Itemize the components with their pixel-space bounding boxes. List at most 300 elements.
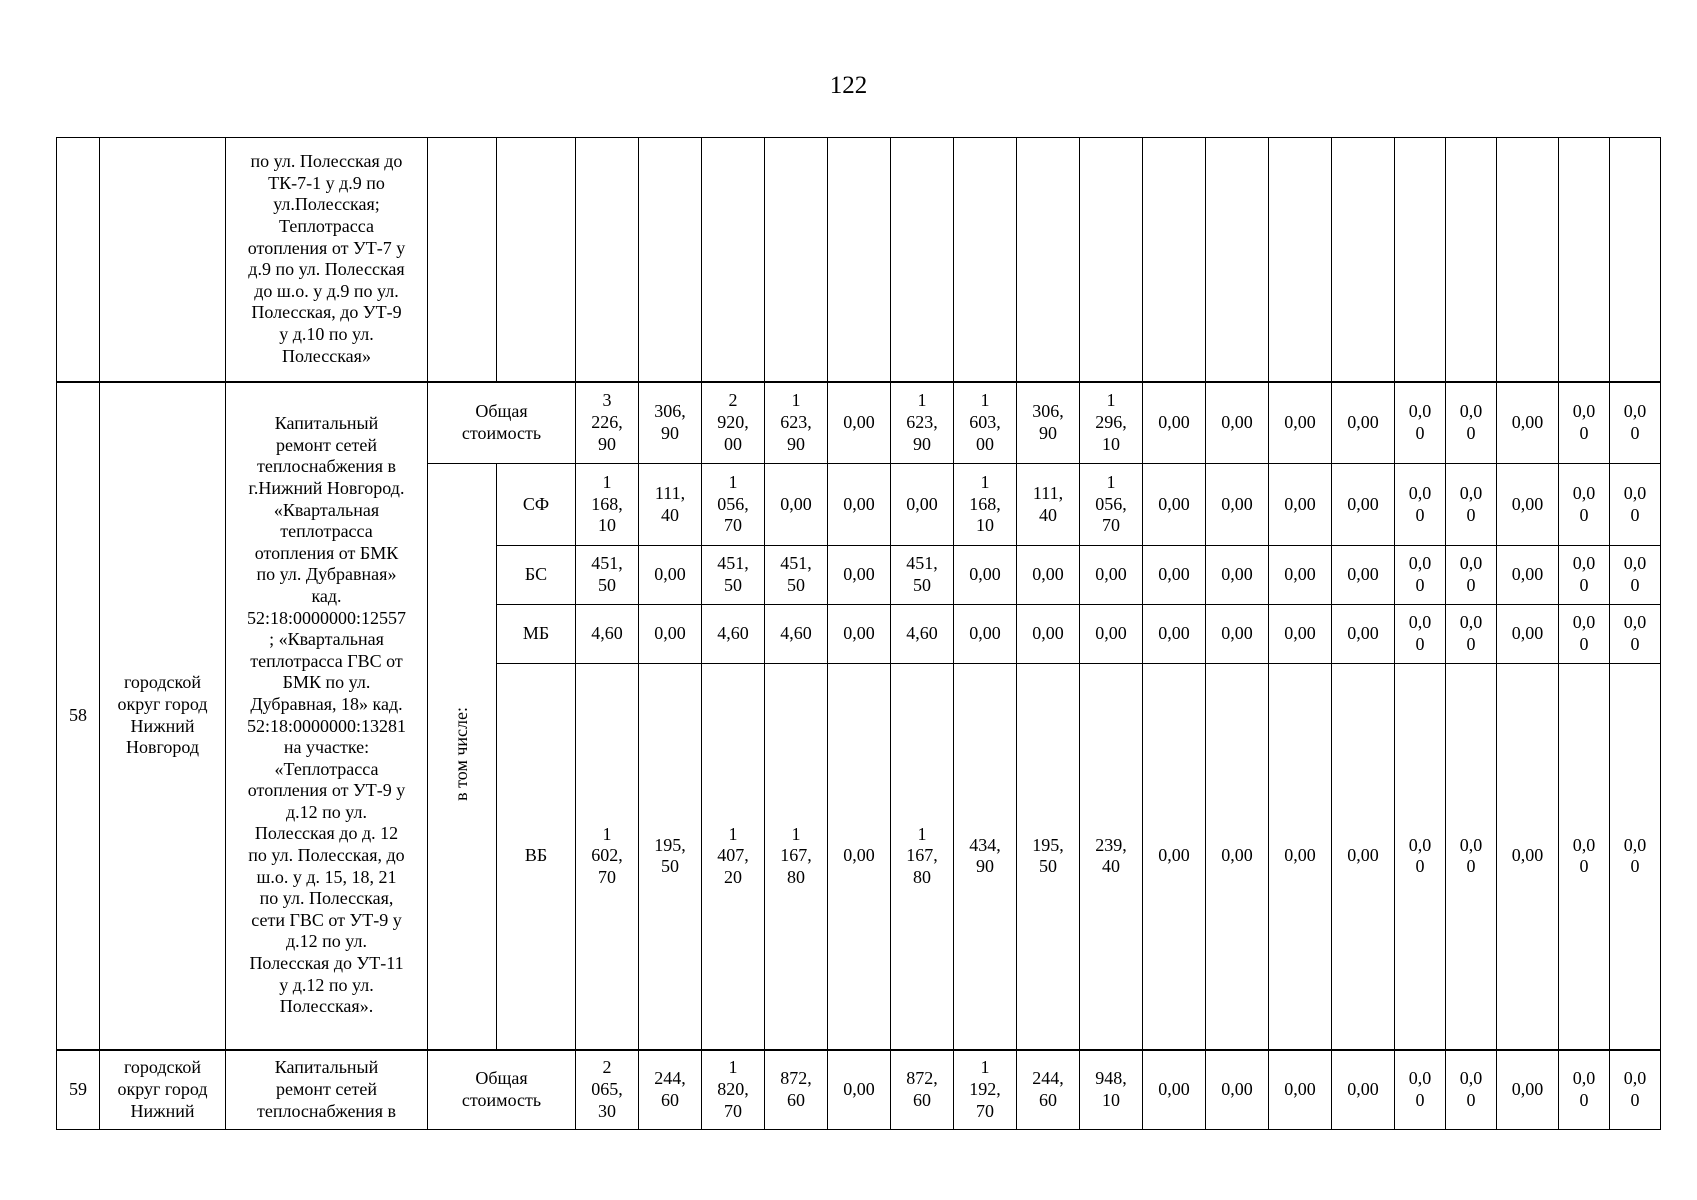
value-line: 4,60 [780, 623, 812, 644]
value-cell [1080, 1050, 1143, 1130]
value-cell [702, 464, 765, 546]
description-line: 52:18:0000000:12557 [246, 607, 406, 628]
value-line: 0 [1415, 422, 1425, 443]
value-cell [702, 664, 765, 1050]
description-cell [226, 1050, 428, 1130]
description-line: «Квартальная [273, 499, 380, 520]
value-line: 20 [724, 867, 742, 888]
value-line: 40 [1039, 504, 1057, 525]
value-line: 0,0 [1623, 834, 1647, 855]
description-line: 52:18:0000000:13281 [246, 715, 406, 736]
value-line: 00 [976, 433, 994, 454]
value-line: 0 [1630, 504, 1640, 525]
value-line: 1 [980, 390, 990, 411]
value-cell [1269, 464, 1332, 546]
value-cell [1206, 1050, 1269, 1130]
value-cell [1143, 464, 1206, 546]
value-line: 065, [591, 1078, 623, 1099]
value-line: 0,00 [1158, 845, 1190, 866]
value-line: 0,0 [1623, 553, 1647, 574]
value-line: 10 [1102, 1089, 1120, 1110]
table-row-59-total [57, 1050, 1661, 1130]
value-cell [891, 1050, 954, 1130]
value-line: 0,0 [1408, 834, 1432, 855]
value-line: 10 [976, 515, 994, 536]
value-line: 0 [1579, 575, 1589, 595]
description-line: теплотрасса ГВС от [250, 650, 403, 671]
value-line: 4,60 [591, 623, 623, 644]
value-line: 10 [598, 515, 616, 536]
value-cell [828, 546, 891, 605]
value-line: 296, [1095, 411, 1127, 432]
value-line: 0,00 [1221, 411, 1253, 432]
value-line: 1 [791, 823, 801, 844]
value-cell [702, 546, 765, 605]
description-line: до ш.о. у д.9 по ул. [254, 280, 399, 301]
value-line: 0,00 [1511, 1078, 1544, 1099]
value-cell [1332, 1050, 1395, 1130]
value-cell [576, 138, 639, 382]
value-line: 451, [906, 553, 938, 574]
description-line: «Теплотрасса [274, 758, 379, 779]
value-line: 0,0 [1408, 612, 1432, 633]
description-line: теплотрасса [280, 521, 373, 542]
municipality-cell [100, 138, 226, 382]
value-cell [639, 138, 702, 382]
value-line: 0,00 [654, 564, 686, 585]
description-line: кад. [311, 585, 342, 606]
value-cell [639, 546, 702, 605]
value-cell [954, 382, 1017, 464]
value-cell [1143, 605, 1206, 664]
value-line: 40 [1102, 856, 1120, 877]
value-cell [1017, 464, 1080, 546]
value-line: 0,00 [1347, 564, 1379, 585]
value-cell [576, 546, 639, 605]
value-cell [891, 546, 954, 605]
value-cell [1017, 546, 1080, 605]
value-cell [1017, 382, 1080, 464]
total-label-line: Общая [475, 401, 528, 422]
value-line: 239, [1095, 834, 1127, 855]
cell-line: 58 [69, 704, 87, 725]
description-line: Полесская до УТ-11 [249, 953, 404, 974]
value-line: 0,00 [843, 493, 875, 514]
value-cell [765, 464, 828, 546]
value-line: 168, [969, 493, 1001, 514]
value-cell [576, 1050, 639, 1130]
value-line: 1 [980, 472, 990, 493]
value-line: 407, [717, 845, 749, 866]
value-cell [1269, 382, 1332, 464]
value-line: 0,0 [1572, 612, 1596, 633]
value-line: 0,00 [1158, 623, 1190, 644]
value-line: 0,00 [1221, 493, 1253, 514]
value-line: 0,00 [780, 493, 812, 514]
value-line: 0,00 [969, 564, 1001, 585]
value-line: 0,00 [1511, 411, 1544, 432]
value-line: 0 [1415, 575, 1425, 595]
municipality-line: Новгород [125, 737, 200, 758]
value-line: 0 [1466, 575, 1476, 595]
description-line: по ул. Полесская, до [248, 845, 405, 866]
value-line: 1 [1106, 472, 1116, 493]
funding-table [56, 137, 1661, 1130]
value-line: 10 [1102, 433, 1120, 454]
description-line: д.12 по ул. [286, 801, 367, 822]
value-cell [1497, 382, 1559, 464]
value-cell [1143, 1050, 1206, 1130]
value-line: 0,0 [1459, 834, 1483, 855]
value-line: 0,00 [1284, 411, 1316, 432]
value-cell [1610, 546, 1661, 605]
value-line: 1 [917, 390, 927, 411]
value-cell [1206, 382, 1269, 464]
value-cell [1269, 546, 1332, 605]
value-cell [576, 664, 639, 1050]
value-cell [891, 464, 954, 546]
value-cell [1497, 1050, 1559, 1130]
value-cell [1446, 546, 1497, 605]
description-line: сети ГВС от УТ-9 у [251, 909, 402, 930]
value-line: 3 [602, 390, 612, 411]
value-cell [1446, 1050, 1497, 1130]
value-cell [1446, 664, 1497, 1050]
description-line: у д.10 по ул. [279, 324, 374, 345]
value-cell [1206, 138, 1269, 382]
value-line: 0,00 [1284, 493, 1316, 514]
value-line: 306, [1032, 401, 1064, 422]
value-line: 1 [728, 472, 738, 493]
value-cell [1395, 382, 1446, 464]
description-line: ремонт сетей [275, 1078, 378, 1099]
value-line: 0,0 [1408, 482, 1432, 503]
value-line: 111, [1032, 482, 1064, 503]
value-cell [1080, 464, 1143, 546]
value-line: 0 [1630, 634, 1640, 654]
value-line: 0,00 [843, 623, 875, 644]
value-line: 90 [976, 856, 994, 877]
value-line: 0,00 [1511, 845, 1544, 866]
no-cell [57, 1050, 100, 1130]
value-cell [1559, 138, 1610, 382]
description-line: Дубравная, 18» кад. [250, 693, 403, 714]
value-cell [576, 464, 639, 546]
value-line: 0 [1579, 634, 1589, 654]
value-cell [1446, 605, 1497, 664]
municipality-cell [100, 382, 226, 1050]
value-cell [702, 138, 765, 382]
value-cell [954, 1050, 1017, 1130]
value-line: 0,0 [1459, 482, 1483, 503]
value-line: 70 [598, 867, 616, 888]
value-line: 50 [913, 575, 931, 595]
value-cell [765, 605, 828, 664]
value-cell [702, 382, 765, 464]
description-line: БМК по ул. [282, 672, 371, 693]
value-line: 60 [913, 1089, 931, 1110]
value-cell [954, 664, 1017, 1050]
description-line: Капитальный [274, 1057, 379, 1078]
value-line: 30 [598, 1100, 616, 1121]
municipality-line: городской [123, 1057, 202, 1078]
value-cell [891, 382, 954, 464]
value-cell [1269, 1050, 1332, 1130]
value-cell [1017, 138, 1080, 382]
value-line: 0,00 [1158, 493, 1190, 514]
value-line: 0,00 [1347, 1078, 1379, 1099]
value-cell [828, 1050, 891, 1130]
value-cell [1143, 546, 1206, 605]
value-line: 0,00 [1095, 564, 1127, 585]
value-cell [1332, 546, 1395, 605]
value-line: 1 [602, 823, 612, 844]
value-line: 0,0 [1572, 482, 1596, 503]
value-line: 0 [1415, 1089, 1425, 1110]
value-line: 192, [969, 1078, 1001, 1099]
value-line: 0 [1466, 856, 1476, 877]
value-line: 0,00 [1221, 845, 1253, 866]
description-cell [226, 138, 428, 382]
value-line: 0,00 [1221, 623, 1253, 644]
value-line: 70 [1102, 515, 1120, 536]
value-line: 0,00 [654, 623, 686, 644]
value-line: 50 [598, 575, 616, 595]
source-cell [497, 464, 576, 546]
value-line: 50 [724, 575, 742, 595]
municipality-line: Нижний [130, 715, 195, 736]
value-line: 0,0 [1459, 1068, 1483, 1089]
value-line: 0,00 [906, 493, 938, 514]
description-line: г.Нижний Новгород. [248, 477, 405, 498]
value-line: 0,0 [1572, 1068, 1596, 1089]
source-label: МБ [522, 623, 550, 644]
value-cell [1610, 1050, 1661, 1130]
value-cell [639, 1050, 702, 1130]
source-label: БС [524, 564, 548, 585]
value-cell [1206, 464, 1269, 546]
value-cell [1206, 605, 1269, 664]
value-line: 0 [1630, 422, 1640, 443]
value-line: 0,0 [1623, 401, 1647, 422]
source-label: СФ [522, 493, 550, 514]
value-cell [1080, 605, 1143, 664]
value-cell [1080, 138, 1143, 382]
value-line: 948, [1095, 1068, 1127, 1089]
value-line: 451, [780, 553, 812, 574]
value-cell [765, 138, 828, 382]
value-cell [765, 1050, 828, 1130]
value-cell [702, 1050, 765, 1130]
value-line: 0,00 [1095, 623, 1127, 644]
value-line: 451, [591, 553, 623, 574]
value-line: 0,00 [1347, 411, 1379, 432]
value-cell [1559, 664, 1610, 1050]
value-cell [891, 138, 954, 382]
value-cell [1017, 664, 1080, 1050]
incl-label-cell [428, 464, 497, 1050]
value-line: 90 [661, 422, 679, 443]
value-cell [1332, 664, 1395, 1050]
value-cell [1395, 1050, 1446, 1130]
description-line: отопления от УТ-7 у [247, 237, 406, 258]
value-cell [1080, 382, 1143, 464]
value-cell [1610, 605, 1661, 664]
value-line: 50 [1039, 856, 1057, 877]
value-line: 00 [724, 433, 742, 454]
municipality-line: округ город [117, 693, 208, 714]
source-cell [497, 664, 576, 1050]
table-row-continuation [57, 138, 1661, 382]
value-line: 0,0 [1572, 553, 1596, 574]
value-line: 0,00 [1347, 623, 1379, 644]
description-line: Полесская до д. 12 [254, 823, 399, 844]
value-line: 0,00 [1347, 845, 1379, 866]
municipality-line: Нижний [130, 1100, 195, 1121]
value-line: 0,0 [1459, 401, 1483, 422]
value-line: 0,00 [969, 623, 1001, 644]
value-cell [1610, 382, 1661, 464]
value-line: 0 [1579, 1089, 1589, 1110]
value-line: 0,00 [1032, 564, 1064, 585]
value-line: 0 [1415, 856, 1425, 877]
value-line: 168, [591, 493, 623, 514]
value-line: 623, [780, 411, 812, 432]
value-cell [1269, 138, 1332, 382]
value-line: 0,00 [1511, 623, 1544, 644]
cell-line: 59 [69, 1078, 87, 1099]
value-line: 50 [661, 856, 679, 877]
value-cell [891, 664, 954, 1050]
value-cell [1080, 664, 1143, 1050]
value-cell [1559, 1050, 1610, 1130]
value-line: 0 [1466, 1089, 1476, 1110]
value-line: 0,00 [1284, 1078, 1316, 1099]
value-cell [1497, 605, 1559, 664]
description-line: Теплотрасса [279, 216, 374, 237]
value-line: 1 [602, 472, 612, 493]
value-line: 0 [1579, 504, 1589, 525]
source-cell [497, 605, 576, 664]
value-cell [765, 546, 828, 605]
value-line: 244, [1032, 1068, 1064, 1089]
value-line: 0,00 [1284, 564, 1316, 585]
value-cell [828, 664, 891, 1050]
value-cell [1395, 664, 1446, 1050]
value-cell [1497, 464, 1559, 546]
description-line: ремонт сетей [275, 434, 378, 455]
value-line: 90 [787, 433, 805, 454]
value-line: 306, [654, 401, 686, 422]
value-line: 60 [787, 1089, 805, 1110]
value-line: 0,00 [1158, 1078, 1190, 1099]
value-line: 0 [1630, 856, 1640, 877]
value-line: 0,00 [1221, 1078, 1253, 1099]
value-line: 1 [1106, 390, 1116, 411]
value-line: 50 [787, 575, 805, 595]
value-cell [1497, 664, 1559, 1050]
description-line: д.12 по ул. [286, 931, 367, 952]
value-cell [891, 605, 954, 664]
municipality-line: округ город [117, 1078, 208, 1099]
value-cell [639, 464, 702, 546]
value-cell [1332, 464, 1395, 546]
value-line: 0,00 [843, 564, 875, 585]
description-line: ул.Полесская; [273, 194, 380, 215]
value-cell [1017, 605, 1080, 664]
value-line: 0 [1415, 634, 1425, 654]
value-cell [1559, 605, 1610, 664]
description-line: по ул. Дубравная» [256, 564, 397, 585]
value-line: 0,00 [1158, 411, 1190, 432]
value-line: 056, [1095, 493, 1127, 514]
description-line: на участке: [283, 737, 370, 758]
value-cell [828, 605, 891, 664]
value-cell [828, 382, 891, 464]
value-line: 111, [654, 482, 686, 503]
total-label-line: стоимость [461, 1089, 542, 1110]
source-cell [497, 138, 576, 382]
value-cell [1497, 546, 1559, 605]
value-cell [1559, 382, 1610, 464]
value-line: 820, [717, 1078, 749, 1099]
value-line: 0,00 [1158, 564, 1190, 585]
value-cell [1080, 546, 1143, 605]
value-line: 0,0 [1623, 1068, 1647, 1089]
value-line: 1 [728, 823, 738, 844]
description-line: Полесская, до УТ-9 [251, 302, 402, 323]
no-cell [57, 138, 100, 382]
value-line: 226, [591, 411, 623, 432]
value-line: 70 [976, 1100, 994, 1121]
value-line: 1 [791, 390, 801, 411]
value-line: 0,0 [1408, 1068, 1432, 1089]
value-line: 0 [1630, 575, 1640, 595]
value-cell [1395, 546, 1446, 605]
value-cell [576, 605, 639, 664]
value-line: 602, [591, 845, 623, 866]
value-line: 40 [661, 504, 679, 525]
value-cell [1269, 664, 1332, 1050]
value-line: 1 [917, 823, 927, 844]
value-line: 0 [1415, 504, 1425, 525]
value-cell [828, 138, 891, 382]
value-cell [702, 605, 765, 664]
value-cell [639, 382, 702, 464]
value-cell [1206, 546, 1269, 605]
value-line: 1 [980, 1057, 990, 1078]
value-line: 623, [906, 411, 938, 432]
value-line: 0,0 [1623, 612, 1647, 633]
value-line: 0,00 [843, 1078, 875, 1099]
incl-label: в том числе: [451, 706, 472, 801]
value-line: 80 [787, 867, 805, 888]
value-cell [1332, 605, 1395, 664]
value-cell [1143, 664, 1206, 1050]
description-line: ; «Квартальная [269, 629, 384, 650]
value-cell [639, 605, 702, 664]
no-cell [57, 382, 100, 1050]
value-line: 0,0 [1572, 834, 1596, 855]
value-cell [1610, 464, 1661, 546]
value-cell [1395, 605, 1446, 664]
value-cell [1395, 138, 1446, 382]
description-line: Капитальный [274, 413, 379, 434]
value-cell [1610, 138, 1661, 382]
value-line: 0,00 [1284, 845, 1316, 866]
value-line: 0,0 [1459, 553, 1483, 574]
description-line: по ул. Полесская до [250, 151, 403, 172]
